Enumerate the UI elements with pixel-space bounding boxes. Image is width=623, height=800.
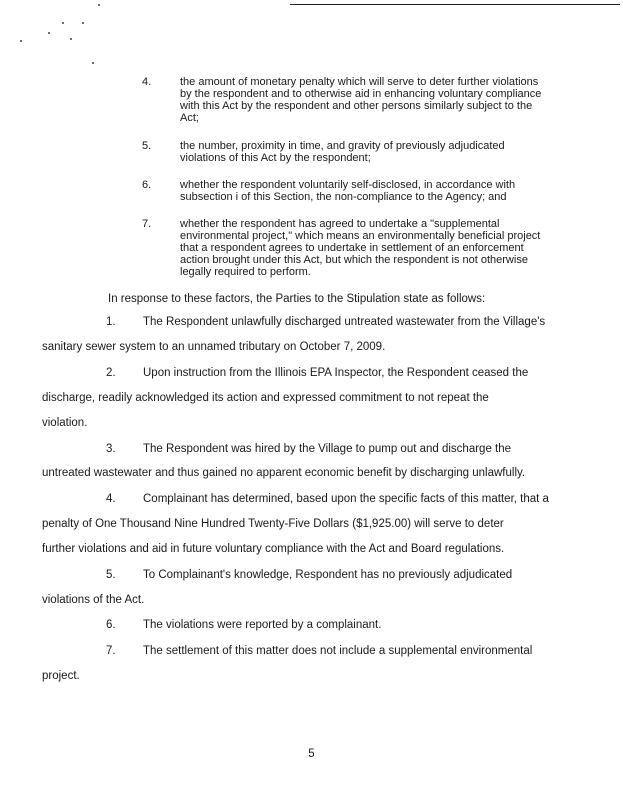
statement-number: 4. bbox=[106, 493, 116, 505]
factor-number: 7. bbox=[142, 218, 152, 230]
statement-text: The violations were reported by a complainant. bbox=[143, 619, 382, 631]
page-number: 5 bbox=[308, 748, 315, 760]
statement-text: violations of the Act. bbox=[42, 594, 145, 606]
factor-text: the amount of monetary penalty which will serve to deter further violations by the respondent and to otherwise aid in enhancing voluntary compliance with this Act by the respondent and other persons similarly subject to the Act; bbox=[180, 76, 542, 124]
scan-speck bbox=[92, 62, 94, 64]
statement-number: 6. bbox=[106, 619, 116, 631]
statement-text: Upon instruction from the Illinois EPA Inspector, the Respondent ceased the bbox=[143, 367, 529, 379]
statement-text: untreated wastewater and thus gained no apparent economic benefit by discharging unlawfully. bbox=[42, 467, 526, 479]
scan-speck bbox=[48, 32, 50, 34]
statement-number: 3. bbox=[106, 443, 116, 455]
statement-number: 1. bbox=[106, 316, 116, 328]
factor-number: 4. bbox=[142, 76, 152, 88]
statement-number: 5. bbox=[106, 569, 116, 581]
statement-text: violation. bbox=[42, 417, 88, 429]
factor-number: 6. bbox=[142, 179, 152, 191]
statement-text: The Respondent was hired by the Village to pump out and discharge the bbox=[143, 443, 512, 455]
scan-speck bbox=[98, 4, 100, 6]
statement-text: sanitary sewer system to an unnamed tributary on October 7, 2009. bbox=[42, 341, 386, 353]
statement-text: discharge, readily acknowledged its action and expressed commitment to not repeat the bbox=[42, 392, 489, 404]
statement-text: To Complainant's knowledge, Respondent has no previously adjudicated bbox=[143, 569, 513, 581]
header-rule bbox=[290, 4, 620, 5]
statement-text: The settlement of this matter does not include a supplemental environmental bbox=[143, 645, 533, 657]
statement-text: Complainant has determined, based upon the specific facts of this matter, that a bbox=[143, 493, 549, 505]
scan-speck bbox=[62, 22, 64, 24]
statement-text: The Respondent unlawfully discharged untreated wastewater from the Village's bbox=[143, 316, 546, 328]
statement-text: penalty of One Thousand Nine Hundred Twenty-Five Dollars ($1,925.00) will serve to deter bbox=[42, 518, 504, 530]
factor-text: whether the respondent has agreed to undertake a "supplemental environmental project," which means an environmentally beneficial project that a respondent agrees to undertake in settlement of an enforcement action brought under this Act, but which the respondent is not otherwise legally required to perform. bbox=[180, 218, 541, 278]
scan-speck bbox=[82, 22, 84, 24]
scan-speck bbox=[20, 40, 22, 42]
statement-number: 2. bbox=[106, 367, 116, 379]
factor-text: whether the respondent voluntarily self-disclosed, in accordance with subsection i of this Section, the non-compliance to the Agency; and bbox=[180, 179, 516, 203]
factor-number: 5. bbox=[142, 140, 152, 152]
statement-text: project. bbox=[42, 670, 80, 682]
statement-number: 7. bbox=[106, 645, 116, 657]
intro-paragraph: In response to these factors, the Parties to the Stipulation state as follows: bbox=[108, 293, 486, 305]
statement-text: further violations and aid in future voluntary compliance with the Act and Board regulations. bbox=[42, 543, 505, 555]
scan-speck bbox=[70, 38, 72, 40]
factor-text: the number, proximity in time, and gravity of previously adjudicated violations of this Act by the respondent; bbox=[180, 140, 505, 164]
